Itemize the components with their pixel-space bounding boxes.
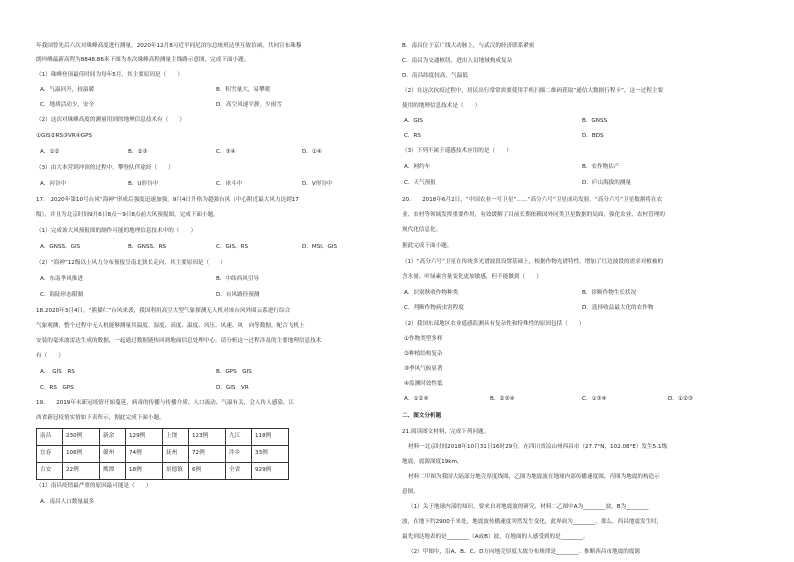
question-18-line-2: 气象观测，整个过程中无人机能够测量其温度、湿度、高度、温度、风压、风速、风 向等数据，配合飞机上 <box>36 323 305 329</box>
table-cell: 18例 <box>126 463 163 480</box>
q21-1-line-3: 最先到达地表的是________（A或B）波，在地面的人感受到的是________。 <box>402 534 589 540</box>
material-2-line-1: 材料二甲图为我国大陆部分地壳厚度线图，乙图为地震波在地球内部传播速度图，丙图为地震的构造示 <box>408 474 660 480</box>
q17-1-option-d[interactable]: D．MSI、GIS <box>302 244 338 250</box>
table-cell: 全省 <box>226 463 252 480</box>
question-18-line-3: 安装的毫米波雷达生成的数据，一起通过数据链传回到地面信息处理中心。请分析这一过程涉及的主要地理信息技术 <box>36 338 322 344</box>
q2-option-a[interactable]: A．①② <box>40 149 60 155</box>
question-20-line-2: 业、农村等领域发挥重要作用，有效缓解了目前长期依赖国外同类卫星数据的局面，强化农业、农村管理的 <box>402 212 665 218</box>
table-row <box>37 463 289 480</box>
q2-option-c[interactable]: C．③④ <box>216 149 236 155</box>
q1-option-b[interactable]: B．积雪量大，易攀爬 <box>216 87 271 93</box>
q18-option-a[interactable]: A． GIS RS <box>40 369 75 375</box>
q20-2-option-b[interactable]: B．②③④ <box>490 396 515 402</box>
table-cell: 929例 <box>252 463 289 480</box>
q20-1-line-1: （1）“高分六号”卫星在传统多光谱波段设置基础上，根据作物光谱特性，增加了红边波段的需求对植被的 <box>402 259 664 265</box>
q17-1-option-c[interactable]: C．GIS、RS <box>216 244 249 250</box>
q18-option-d[interactable]: D．GIS VR <box>216 385 249 391</box>
q19-1-option-c[interactable]: C．南昌为交通枢纽，进出人员地域构成复杂 <box>402 58 513 64</box>
table-cell: 宜春 <box>37 446 63 463</box>
q19-2-option-c[interactable]: C．RS <box>404 133 421 139</box>
q17-2-option-b[interactable]: B．中纬西风引导 <box>216 276 259 282</box>
question-3-stem: （3）由大本营到冲顶的过程中，攀登队伴途经（ ） <box>36 165 174 171</box>
q19-2-option-b[interactable]: B．GNSS <box>582 118 608 124</box>
q17-1-option-a[interactable]: A．GNSS、GIS <box>40 244 81 250</box>
question-20-line-1: 20. 2018年6月2日，“中国农业一号卫星”……“高分六号”卫星成功发射。“高分六号”卫星数据将在农 <box>402 197 663 203</box>
q3-option-b[interactable]: B．U形谷中 <box>128 181 159 187</box>
q19-3-option-b[interactable]: B．农作物估产 <box>582 164 620 170</box>
material-1-line-1: 材料一北京时间2018年10月31日16时29分，在四川省凉山州西昌市（27.7°N，102.08°E）发生5.1级 <box>408 444 668 450</box>
q21-1-line-2: 波，在地下约2900千米处，地震波传播速度突然发生变化，此界面为________。那么，西昌地震发生时， <box>402 519 663 525</box>
q3-option-a[interactable]: A．河谷中 <box>40 181 67 187</box>
q20-1-option-b[interactable]: B．诊断作物生长状况 <box>582 290 637 296</box>
q20-2-choice-1: ①作物类型多样 <box>404 336 443 342</box>
question-19-line-2: 西省新冠疫情实情如下表所示，据此完成下面小题。 <box>36 415 165 421</box>
q21-1-line-1: （1）关于地球内部的知识，要来自对地震波的研究，材料二乙图中A为________波，B为________ <box>408 504 649 510</box>
table-cell: 赣州 <box>100 446 126 463</box>
q19-2-option-a[interactable]: A．GIS <box>404 118 423 124</box>
q20-1-option-d[interactable]: D．选择收益最大化的农作物 <box>582 305 654 311</box>
section-heading: 二、图文分析题 <box>402 413 442 419</box>
q2-option-b[interactable]: B．②③ <box>128 149 148 155</box>
intro-line-1: 年我国曾先后六次对珠峰高度进行测量。2020年12月8习近平同尼泊尔总统班达里互致信函，共同宣布珠穆 <box>36 43 302 49</box>
table-cell: 33例 <box>252 446 289 463</box>
question-18-line-1: 18.2020年3月4日，“熊猫仁”台风来袭，我国利用高空大型气象探测无人机对该台风外围云系进行综合 <box>36 308 291 314</box>
q20-2-stem: （2）我国东部地区农业遥感监测具有复杂性和特殊性的原因包括（ ） <box>402 321 585 327</box>
q3-option-d[interactable]: D．V形谷中 <box>302 181 333 187</box>
table-row <box>37 429 289 446</box>
question-18-line-4: 有（ ） <box>36 353 64 359</box>
q21-2-line-1: （2）甲图中，沿A、B、C、D方向地壳厚度大致分布规律是________。推断西昌市地震的震源 <box>408 549 640 555</box>
question-19-line-1: 19. 2019年末新冠疫情开始蔓延，病毒的传播与传播介质、人口流动、气温有关，会人传人感染。江 <box>36 400 295 406</box>
q19-1-stem: （1）南昌疫情最严重的原因最可能是（ ） <box>36 483 152 489</box>
q19-3-option-a[interactable]: A．网约车 <box>404 164 431 170</box>
q3-option-c[interactable]: C．冰斗中 <box>216 181 243 187</box>
table-cell: 上饶 <box>163 429 189 446</box>
material-2-line-2: 意图。 <box>402 489 419 495</box>
table-cell: 118例 <box>252 429 289 446</box>
q17-2-stem: （2）“海神”12级以上风力分布预报呈南北狭长走向，其主要原因是（ ） <box>36 260 226 266</box>
table-cell: 72例 <box>189 446 226 463</box>
table-cell: 鹰潭 <box>100 463 126 480</box>
q20-2-choice-4: ④监测时效性低 <box>404 381 443 387</box>
q20-1-line-2: 含水量、叶绿素含量变化更加敏感，但不能做到（ ） <box>402 274 542 280</box>
q17-1-stem: （1）完成该大风预报图的制作可能的地理信息技术中的（ ） <box>36 228 197 234</box>
q20-1-option-a[interactable]: A．识别秋收作物种类 <box>404 290 459 296</box>
q19-2-line-2: 使用的地理信息技术是（ ） <box>402 103 481 109</box>
covid-case-table <box>36 428 289 480</box>
q18-option-c[interactable]: C．RS GPS <box>40 385 74 391</box>
q19-3-option-d[interactable]: D．庐山海拔的测量 <box>582 180 632 186</box>
question-20-line-3: 现代化信息化。 <box>402 227 442 233</box>
table-cell: 萍乡 <box>226 446 252 463</box>
q2-option-d[interactable]: D．①④ <box>302 149 322 155</box>
q18-option-b[interactable]: B．GPS GIS <box>216 369 252 375</box>
question-21-stem: 21.阅读图文材料，完成下列问题。 <box>402 429 490 435</box>
intro-line-2: 朗玛峰最新高程为8848.86米下图为本次珠峰高程测量主线路示意图，完成下面小题。 <box>36 57 250 63</box>
material-1-line-2: 地震，震源深度19km。 <box>402 459 463 465</box>
table-cell: 景德镇 <box>163 463 189 480</box>
table-cell: 123例 <box>189 429 226 446</box>
q2-choices: ①GIS②RS③VR④GPS <box>36 133 93 139</box>
table-cell: 106例 <box>63 446 100 463</box>
question-17-line-1: 17. 2020年第10号台风“海神”形成后强度迅速加强，9月4日升格为超强台风（中心附近最大风力达到17 <box>36 197 299 203</box>
q19-1-option-d[interactable]: D．南昌纬度较高，气温低 <box>402 73 468 79</box>
table-cell: 22例 <box>63 463 100 480</box>
q17-2-option-a[interactable]: A．东南季风推进 <box>40 276 83 282</box>
q20-2-option-d[interactable]: D．①②③ <box>668 396 693 402</box>
q1-option-a[interactable]: A．气温回升，较温暖 <box>40 87 95 93</box>
q19-3-stem: （3）下列不属于遥感技术应用的是（ ） <box>402 148 512 154</box>
table-cell: 南昌 <box>37 429 63 446</box>
table-cell: 九江 <box>226 429 252 446</box>
table-cell: 抚州 <box>163 446 189 463</box>
table-cell: 吉安 <box>37 463 63 480</box>
question-1-stem: （1）珠峰登顶最佳时间为每年5月，其主要原因是（ ） <box>36 72 183 78</box>
q19-1-option-a[interactable]: A．南昌人口数量最多 <box>40 499 95 505</box>
table-cell: 74例 <box>126 446 163 463</box>
q20-1-option-c[interactable]: C．判断作物病虫害程度 <box>404 305 464 311</box>
q19-3-option-c[interactable]: C．天气预报 <box>404 180 436 186</box>
q20-2-option-a[interactable]: A．①②④ <box>404 396 429 402</box>
question-2-stem: （2）这次对珠峰高度的测量用到的地理信息技术有（ ） <box>36 117 185 123</box>
q1-option-c[interactable]: C．地质活动少，安全 <box>40 102 95 108</box>
q19-1-option-b[interactable]: B．南昌位于京广线大动脉上，与武汉的经济联系紧密 <box>402 43 535 49</box>
q19-2-option-d[interactable]: D．BDS <box>582 133 604 139</box>
table-row <box>37 446 289 463</box>
question-17-line-2: 级），并且为北京时间9月6日8点～9日8点前大风预报图，完成下面小题。 <box>36 212 219 218</box>
q20-2-choice-3: ③季风气候显著 <box>404 366 443 372</box>
q17-2-option-d[interactable]: D．台风路径预测 <box>216 292 260 298</box>
question-20-line-4: 据此完成下面小题。 <box>402 243 453 249</box>
table-cell: 新余 <box>100 429 126 446</box>
q17-2-option-c[interactable]: C．海陆形态限制 <box>40 292 84 298</box>
q20-2-choice-2: ②种植结构复杂 <box>404 351 443 357</box>
table-cell: 129例 <box>126 429 163 446</box>
q17-1-option-b[interactable]: B．GNSS、RS <box>128 244 167 250</box>
q19-2-line-1: （2）在这次抗疫过程中，居民出行常常需要使用手机扫描二维码获取“通信大数据行程卡”，这一过程主要 <box>402 88 664 94</box>
q1-option-d[interactable]: D．高空风速平静，少雨雪 <box>216 102 282 108</box>
q20-2-option-c[interactable]: C．①③④ <box>582 396 607 402</box>
table-cell: 230例 <box>63 429 100 446</box>
table-cell: 6例 <box>189 463 226 480</box>
